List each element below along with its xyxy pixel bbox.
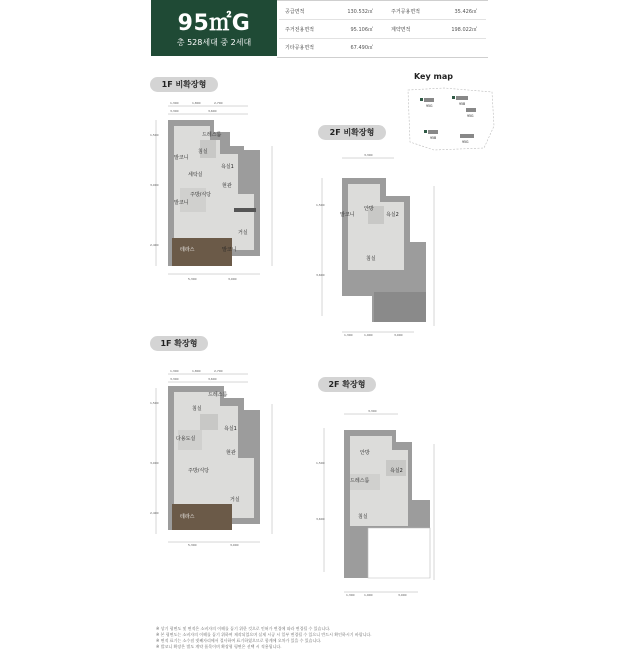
room-label: 주방/식당 [190, 192, 212, 198]
unit-type-banner [151, 0, 277, 56]
room-label: 침실 [366, 256, 376, 262]
dimension-label: 3,600 [208, 377, 217, 381]
dimension-label: 3,000 [150, 183, 159, 187]
spec-label: 공급면적 [285, 9, 305, 15]
room-label: 침실 [192, 406, 202, 412]
dimension-label: 3,000 [394, 333, 403, 337]
dimension-label: 3,300 [364, 153, 373, 157]
room-label: 발코니 [340, 212, 355, 218]
dimension-label: 1,900 [364, 333, 373, 337]
room-label: 테라스 [180, 247, 195, 253]
dimension-label: 2,400 [150, 243, 159, 247]
spec-label: 주거공용면적 [391, 9, 420, 15]
spec-label: 주거전용면적 [285, 27, 314, 33]
keymap-site-plan [404, 86, 496, 152]
dimension-label: 2,700 [214, 101, 223, 105]
dimension-label: 5,300 [188, 277, 197, 281]
dimension-label: 2,700 [214, 369, 223, 373]
dimension-label: 1,500 [316, 203, 325, 207]
room-label: 발코니 [222, 247, 237, 253]
spec-value: 35.426㎡ [454, 9, 477, 15]
floorplan-1f-basic [148, 96, 278, 286]
unit-count-subtitle: 총 528세대 중 2세대 [176, 38, 252, 47]
footnote: ※ 면적 표기는 소수점 넷째자리에서 절사하여 표기하였으므로 합계에 오차가 있을 수 있습니다. [156, 638, 322, 643]
dimension-label: 1,500 [316, 461, 325, 465]
dimension-label: 1,300 [344, 333, 353, 337]
spec-label: 기타공용면적 [285, 45, 314, 51]
keymap-label: 95B [430, 136, 437, 140]
room-label: 욕실2 [386, 212, 399, 218]
room-label: 침실 [198, 149, 208, 155]
dimension-label: 3,600 [316, 273, 325, 277]
room-label: 침실 [358, 514, 368, 520]
footnote: ※ 본 평면도는 소비자의 이해를 돕기 위하여 제작되었으며 실제 시공 시 일부 변경될 수 있으니 반드시 확인하시기 바랍니다. [156, 632, 372, 637]
plan-title-2f-extended: 2F 확장형 [318, 377, 376, 392]
room-label: 현관 [226, 450, 236, 456]
spec-value: 95.106㎡ [350, 27, 373, 33]
room-label: 현관 [222, 183, 232, 189]
room-label: 테라스 [180, 514, 195, 520]
footnotes [156, 626, 486, 650]
unit-type-title: 95㎡G [177, 11, 251, 36]
spec-value: 67.490㎡ [350, 45, 373, 51]
keymap-title: Key map [414, 72, 453, 81]
dimension-label: 1,300 [170, 101, 179, 105]
room-label: 거실 [230, 497, 240, 503]
dimension-label: 3,000 [230, 543, 239, 547]
dimension-label: 1,900 [364, 593, 373, 597]
dimension-label: 2,400 [150, 511, 159, 515]
room-label: 거실 [238, 230, 248, 236]
floorplan-2f-extended [314, 404, 440, 598]
room-label: 욕실1 [224, 426, 237, 432]
dimension-label: 3,600 [208, 109, 217, 113]
keymap-label: 95G [426, 104, 433, 108]
dimension-label: 1,500 [150, 133, 159, 137]
footnote: ※ 발코니 확장은 별도 계약 품목이며 확장형 평면은 선택 시 적용됩니다. [156, 644, 282, 649]
floorplan-2f-basic [314, 146, 440, 338]
dimension-label: 1,500 [150, 401, 159, 405]
room-label: 드레스룸 [208, 392, 228, 398]
dimension-label: 1,800 [192, 101, 201, 105]
spec-value: 198.022㎡ [451, 27, 477, 33]
dimension-label: 3,600 [316, 517, 325, 521]
room-label: 안방 [364, 206, 374, 212]
dimension-label: 3,000 [228, 277, 237, 281]
keymap-label: 95G [462, 140, 469, 144]
keymap-label: 95B [459, 102, 466, 106]
room-label: 다용도실 [176, 436, 196, 442]
floorplan-1f-extended [148, 364, 278, 552]
plan-title-1f-extended: 1F 확장형 [150, 336, 208, 351]
dimension-label: 1,300 [170, 369, 179, 373]
room-label: 드레스룸 [350, 478, 370, 484]
footnote: ※ 상기 평면도 및 면적은 소비자의 이해를 돕기 위한 것으로 인허가 변경에 따라 변경될 수 있습니다. [156, 626, 331, 631]
dimension-label: 3,300 [170, 377, 179, 381]
room-label: 드레스룸 [202, 132, 222, 138]
area-spec-table [277, 0, 488, 58]
room-label: 발코니 [174, 200, 189, 206]
room-label: 욕실2 [390, 468, 403, 474]
dimension-label: 3,300 [368, 409, 377, 413]
dimension-label: 5,300 [188, 543, 197, 547]
dimension-label: 1,300 [346, 593, 355, 597]
room-label: 주방/식당 [188, 468, 210, 474]
spec-value: 130.532㎡ [347, 9, 373, 15]
dimension-label: 1,800 [192, 369, 201, 373]
keymap-label: 95G [467, 114, 474, 118]
dimension-label: 3,000 [398, 593, 407, 597]
dimension-label: 3,300 [170, 109, 179, 113]
dimension-label: 3,000 [150, 461, 159, 465]
plan-title-2f-basic: 2F 비확장형 [318, 125, 386, 140]
room-label: 발코니 [174, 155, 189, 161]
room-label: 욕실1 [221, 164, 234, 170]
room-label: 안방 [360, 450, 370, 456]
room-label: 세탁실 [188, 172, 203, 178]
plan-title-1f-basic: 1F 비확장형 [150, 77, 218, 92]
spec-label: 계약면적 [391, 27, 411, 33]
